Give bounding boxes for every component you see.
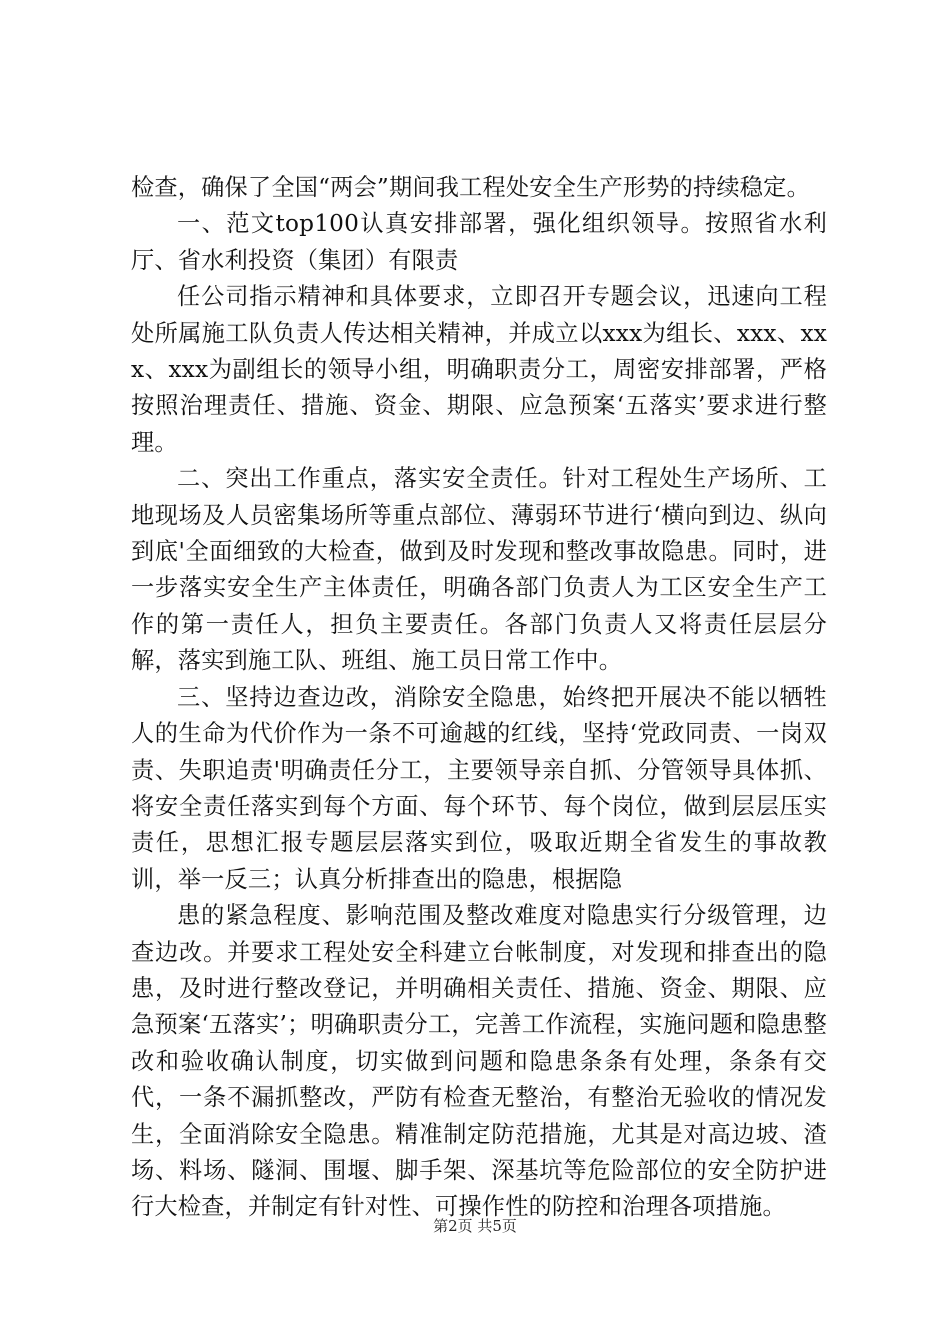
paragraph-section-one: 一、范文top100认真安排部署，强化组织领导。按照省水利厅、省水利投资（集团）有限责 (131, 210, 827, 274)
paragraph-section-three: 三、坚持边查边改，消除安全隐患，始终把开展决不能以牺牲人的生命为代价作为一条不可逾越的红线，坚持‘党政同责、一岗双责、失职追责'明确责任分工，主要领导亲自抓、分管领导具体抓、将安全责任落实到每个方面、每个环节、每个岗位，做到层层压实责任，思想汇报专题层层落实到位，吸取近期全省发生的事故教训，举一反三；认真分析排查出的隐患，根据隐 (131, 683, 827, 893)
paragraph-continued-check: 检查，确保了全国“两会”期间我工程处安全生产形势的持续稳定。 (131, 174, 810, 201)
document-body (131, 170, 827, 1226)
paragraph-section-one-continued: 任公司指示精神和具体要求，立即召开专题会议，迅速向工程处所属施工队负责人传达相关精神，并成立以xxx为组长、xxx、xxx、xxx为副组长的领导小组，明确职责分工，周密安排部署，严格按照治理责任、措施、资金、期限、应急预案‘五落实’要求进行整理。 (131, 283, 827, 456)
page-number-footer: 第2页 共5页 (433, 1217, 517, 1235)
paragraph-section-three-continued: 患的紧急程度、影响范围及整改难度对隐患实行分级管理，边查边改。并要求工程处安全科建立台帐制度，对发现和排查出的隐患，及时进行整改登记，并明确相关责任、措施、资金、期限、应急预案‘五落实’；明确职责分工，完善工作流程，实施问题和隐患整改和验收确认制度，切实做到问题和隐患条条有处理，条条有交代，一条不漏抓整改，严防有检查无整治，有整治无验收的情况发生，全面消除安全隐患。精准制定防范措施，尤其是对高边坡、渣场、料场、隧洞、围堰、脚手架、深基坑等危险部位的安全防护进行大检查，并制定有针对性、可操作性的防控和治理各项措施。 (131, 902, 827, 1221)
paragraph-section-two: 二、突出工作重点，落实安全责任。针对工程处生产场所、工地现场及人员密集场所等重点部位、薄弱环节进行‘横向到边、纵向到底'全面细致的大检查，做到及时发现和整改事故隐患。同时，进一步落实安全生产主体责任，明确各部门负责人为工区安全生产工作的第一责任人，担负主要责任。各部门负责人又将责任层层分解，落实到施工队、班组、施工员日常工作中。 (131, 465, 827, 675)
